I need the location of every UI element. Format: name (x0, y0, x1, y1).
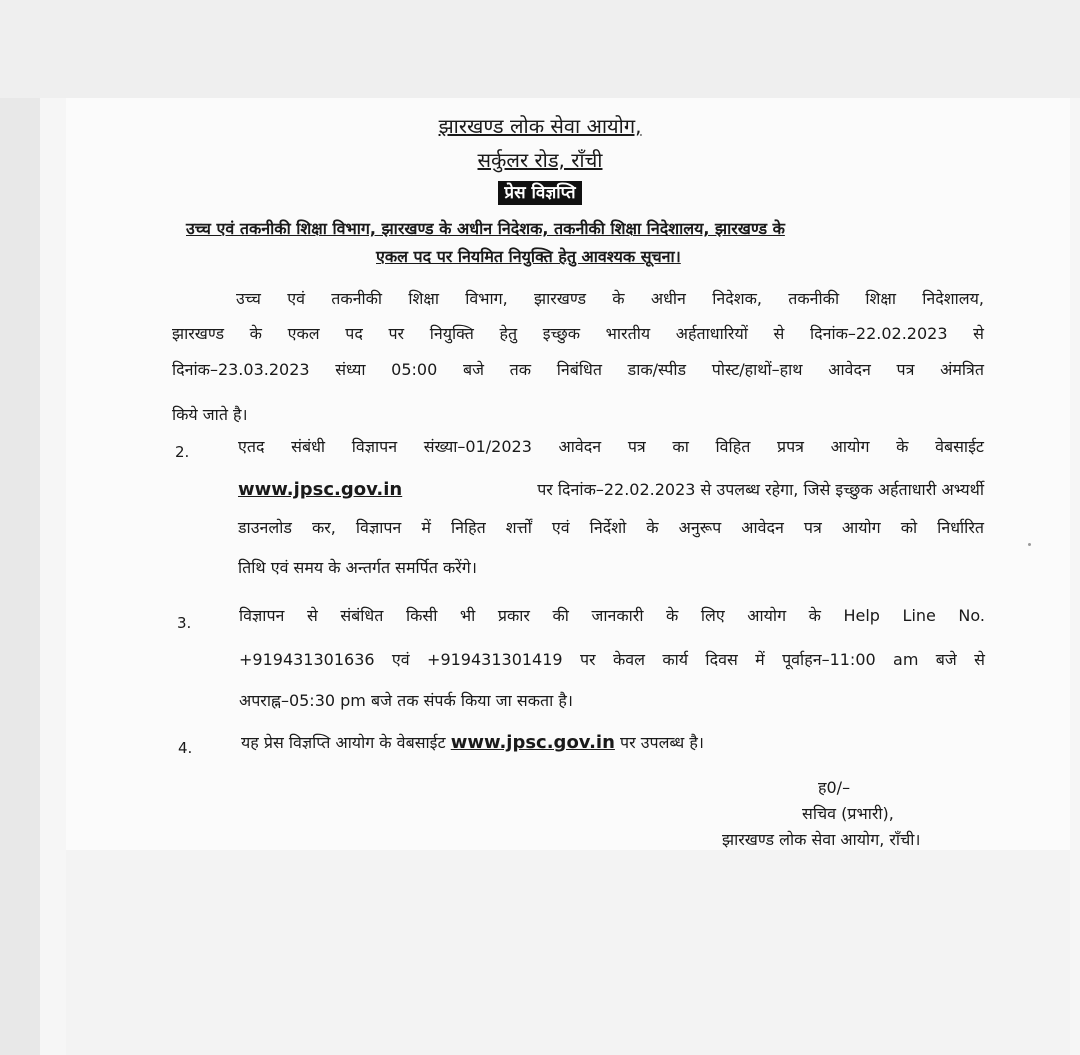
para3-number: 3. (177, 614, 192, 632)
org-name: झारखण्ड लोक सेवा आयोग, (438, 114, 642, 138)
para2-line-2-rest: पर दिनांक–22.02.2023 से उपलब्ध रहेगा, जिसे इच्छुक अर्हताधारी अभ्यर्थी (537, 480, 984, 499)
para1-line-3: दिनांक–23.03.2023 संध्या 05:00 बजे तक निबंधित डाक/स्पीड पोस्ट/हाथों–हाथ आवेदन पत्र अंमत्रित (172, 360, 984, 379)
para3-line-3: अपराह्न–05:30 pm बजे तक संपर्क किया जा सकता है। (239, 691, 573, 710)
para1-line-4: किये जाते है। (172, 405, 248, 424)
website-link[interactable]: www.jpsc.gov.in (238, 479, 403, 500)
doc-type-wrap (0, 181, 1080, 205)
para2-line-2 (238, 478, 984, 500)
para4-line (241, 731, 704, 753)
para2-line-1: एतद संबंधी विज्ञापन संख्या–01/2023 आवेदन पत्र का विहित प्रपत्र आयोग के वेबसाईट (238, 437, 984, 456)
subject-line-1: उच्च एवं तकनीकी शिक्षा विभाग, झारखण्ड के अधीन निदेशक, तकनीकी शिक्षा निदेशालय, झारखण्ड के (186, 219, 785, 238)
website-link-2[interactable]: www.jpsc.gov.in (450, 732, 615, 753)
signature-mark: ह0/– (818, 778, 851, 797)
signature-designation: सचिव (प्रभारी), (802, 804, 894, 823)
doc-type-label: प्रेस विज्ञप्ति (498, 181, 581, 205)
para4-text-after: पर उपलब्ध है। (620, 733, 704, 752)
paper-speck (1028, 543, 1031, 546)
para3-line-2: +919431301636 एवं +919431301419 पर केवल कार्य दिवस में पूर्वाहन–11:00 am बजे से (239, 650, 985, 669)
subject-line-2: एकल पद पर नियमित नियुक्ति हेतु आवश्यक सूचना। (376, 247, 681, 266)
para2-line-4: तिथि एवं समय के अन्तर्गत समर्पित करेंगे। (238, 558, 477, 577)
para2-line-3: डाउनलोड कर, विज्ञापन में निहित शर्त्तों एवं निर्देशो के अनुरूप आवेदन पत्र आयोग को निर्धारित (238, 518, 984, 537)
para4-number: 4. (178, 739, 193, 757)
org-address: सर्कुलर रोड, राँची (477, 148, 603, 172)
para1-line-2: झारखण्ड के एकल पद पर नियुक्ति हेतु इच्छुक भारतीय अर्हताधारियों से दिनांक–22.02.2023 से (172, 324, 984, 343)
para3-line-1: विज्ञापन से संबंधित किसी भी प्रकार की जानकारी के लिए आयोग के Help Line No. (239, 606, 985, 625)
para1-line-1: उच्च एवं तकनीकी शिक्षा विभाग, झारखण्ड के अधीन निदेशक, तकनीकी शिक्षा निदेशालय, (236, 289, 984, 308)
para4-text-before: यह प्रेस विज्ञप्ति आयोग के वेबसाईट (241, 733, 446, 752)
signature-org: झारखण्ड लोक सेवा आयोग, राँची। (722, 830, 921, 849)
para2-number: 2. (175, 443, 190, 461)
